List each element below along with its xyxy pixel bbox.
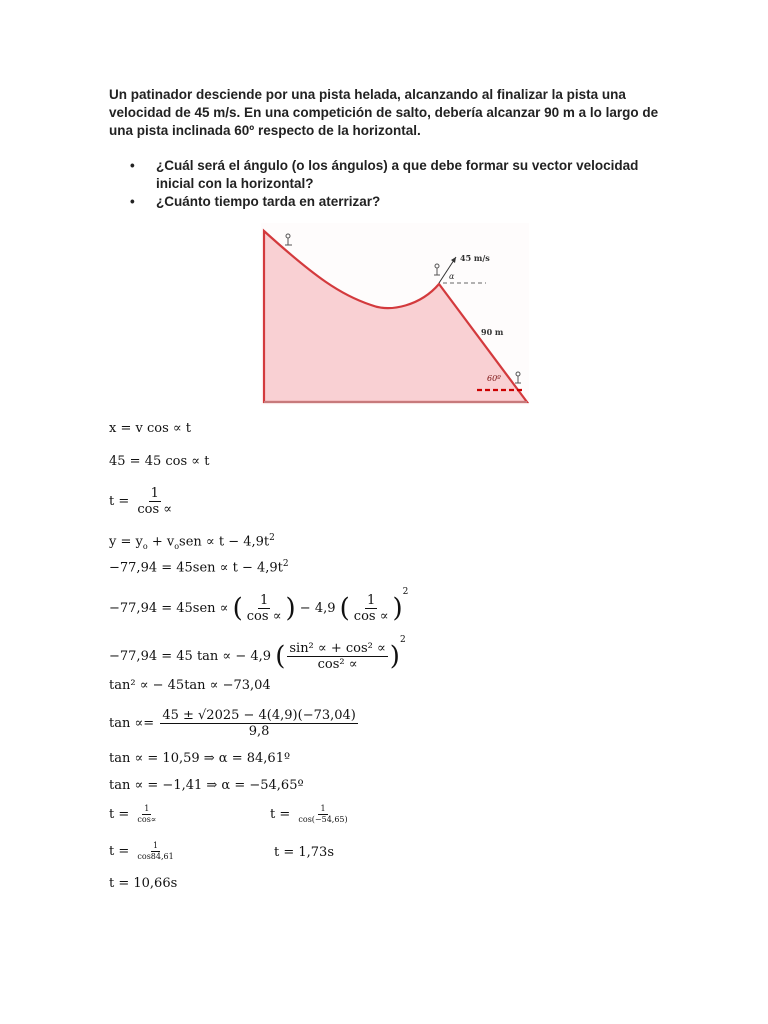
equation-16: t = 10,66s [109, 876, 178, 891]
ski-jump-diagram [261, 223, 529, 405]
equation-11: tan ∝ = −1,41 ⇒ α = −54,65º [109, 778, 304, 793]
question-item [130, 193, 650, 211]
angle-label: α [449, 272, 455, 281]
velocity-label: 45 m/s [460, 253, 490, 263]
bullet-icon: • [130, 158, 135, 173]
question-item [130, 157, 650, 193]
bullet-icon: • [130, 194, 135, 209]
equation-15: t = 1,73s [274, 845, 334, 860]
equation-1: x = v cos ∝ t [109, 421, 192, 436]
problem-statement: Un patinador desciende por una pista helada, alcanzando al finalizar la pista una velocidad de 45 m/s. En una competición de salto, debería alcanzar 90 m a lo largo de una pista inclinada 60º respecto de la horizontal. [109, 87, 659, 138]
distance-label: 90 m [481, 327, 504, 337]
equation-4: $y = y_o + v_osen \propto t - 4,9t^2$ [109, 533, 275, 551]
equation-3: t = $\frac{1}{\cos \propto}$ [109, 486, 173, 517]
equation-10: tan ∝ = 10,59 ⇒ α = 84,61º [109, 751, 291, 766]
equation-2: 45 = 45 cos ∝ t [109, 454, 210, 469]
incline-label: 60º [487, 374, 501, 383]
equation-13: t = $\frac{1}{\cos(-54,65)}$ [270, 804, 348, 824]
question-text: ¿Cuál será el ángulo (o los ángulos) a que debe formar su vector velocidad inicial con la horizontal? [156, 158, 639, 191]
equation-8: tan² ∝ − 45tan ∝ −73,04 [109, 678, 271, 693]
question-text: ¿Cuánto tiempo tarda en aterrizar? [156, 194, 381, 209]
question-list [130, 157, 650, 211]
equation-12: t = $\frac{1}{\cos\propto}$ [109, 804, 157, 824]
equation-9: tan ∝= $\frac{45 \pm √2025 - 4(4,9)(-73,04)}{9,8}$ [109, 708, 356, 739]
equation-6: −77,94 = 45sen ∝ ( $\frac{1}{\cos \propto}$ ) − 4,9 ( $\frac{1}{\cos \propto}$ )$^2$ [109, 587, 409, 624]
equation-14: t = $\frac{1}{\cos 84,61}$ [109, 841, 174, 861]
equation-7: −77,94 = 45 tan ∝ − 4,9 ( $\frac{\text{sin² ∝ + cos² ∝}}{\text{cos² ∝}}$ )$^2$ [109, 635, 406, 672]
equation-5: $-77,94 = 45sen \propto t - 4,9t^2$ [109, 559, 289, 576]
